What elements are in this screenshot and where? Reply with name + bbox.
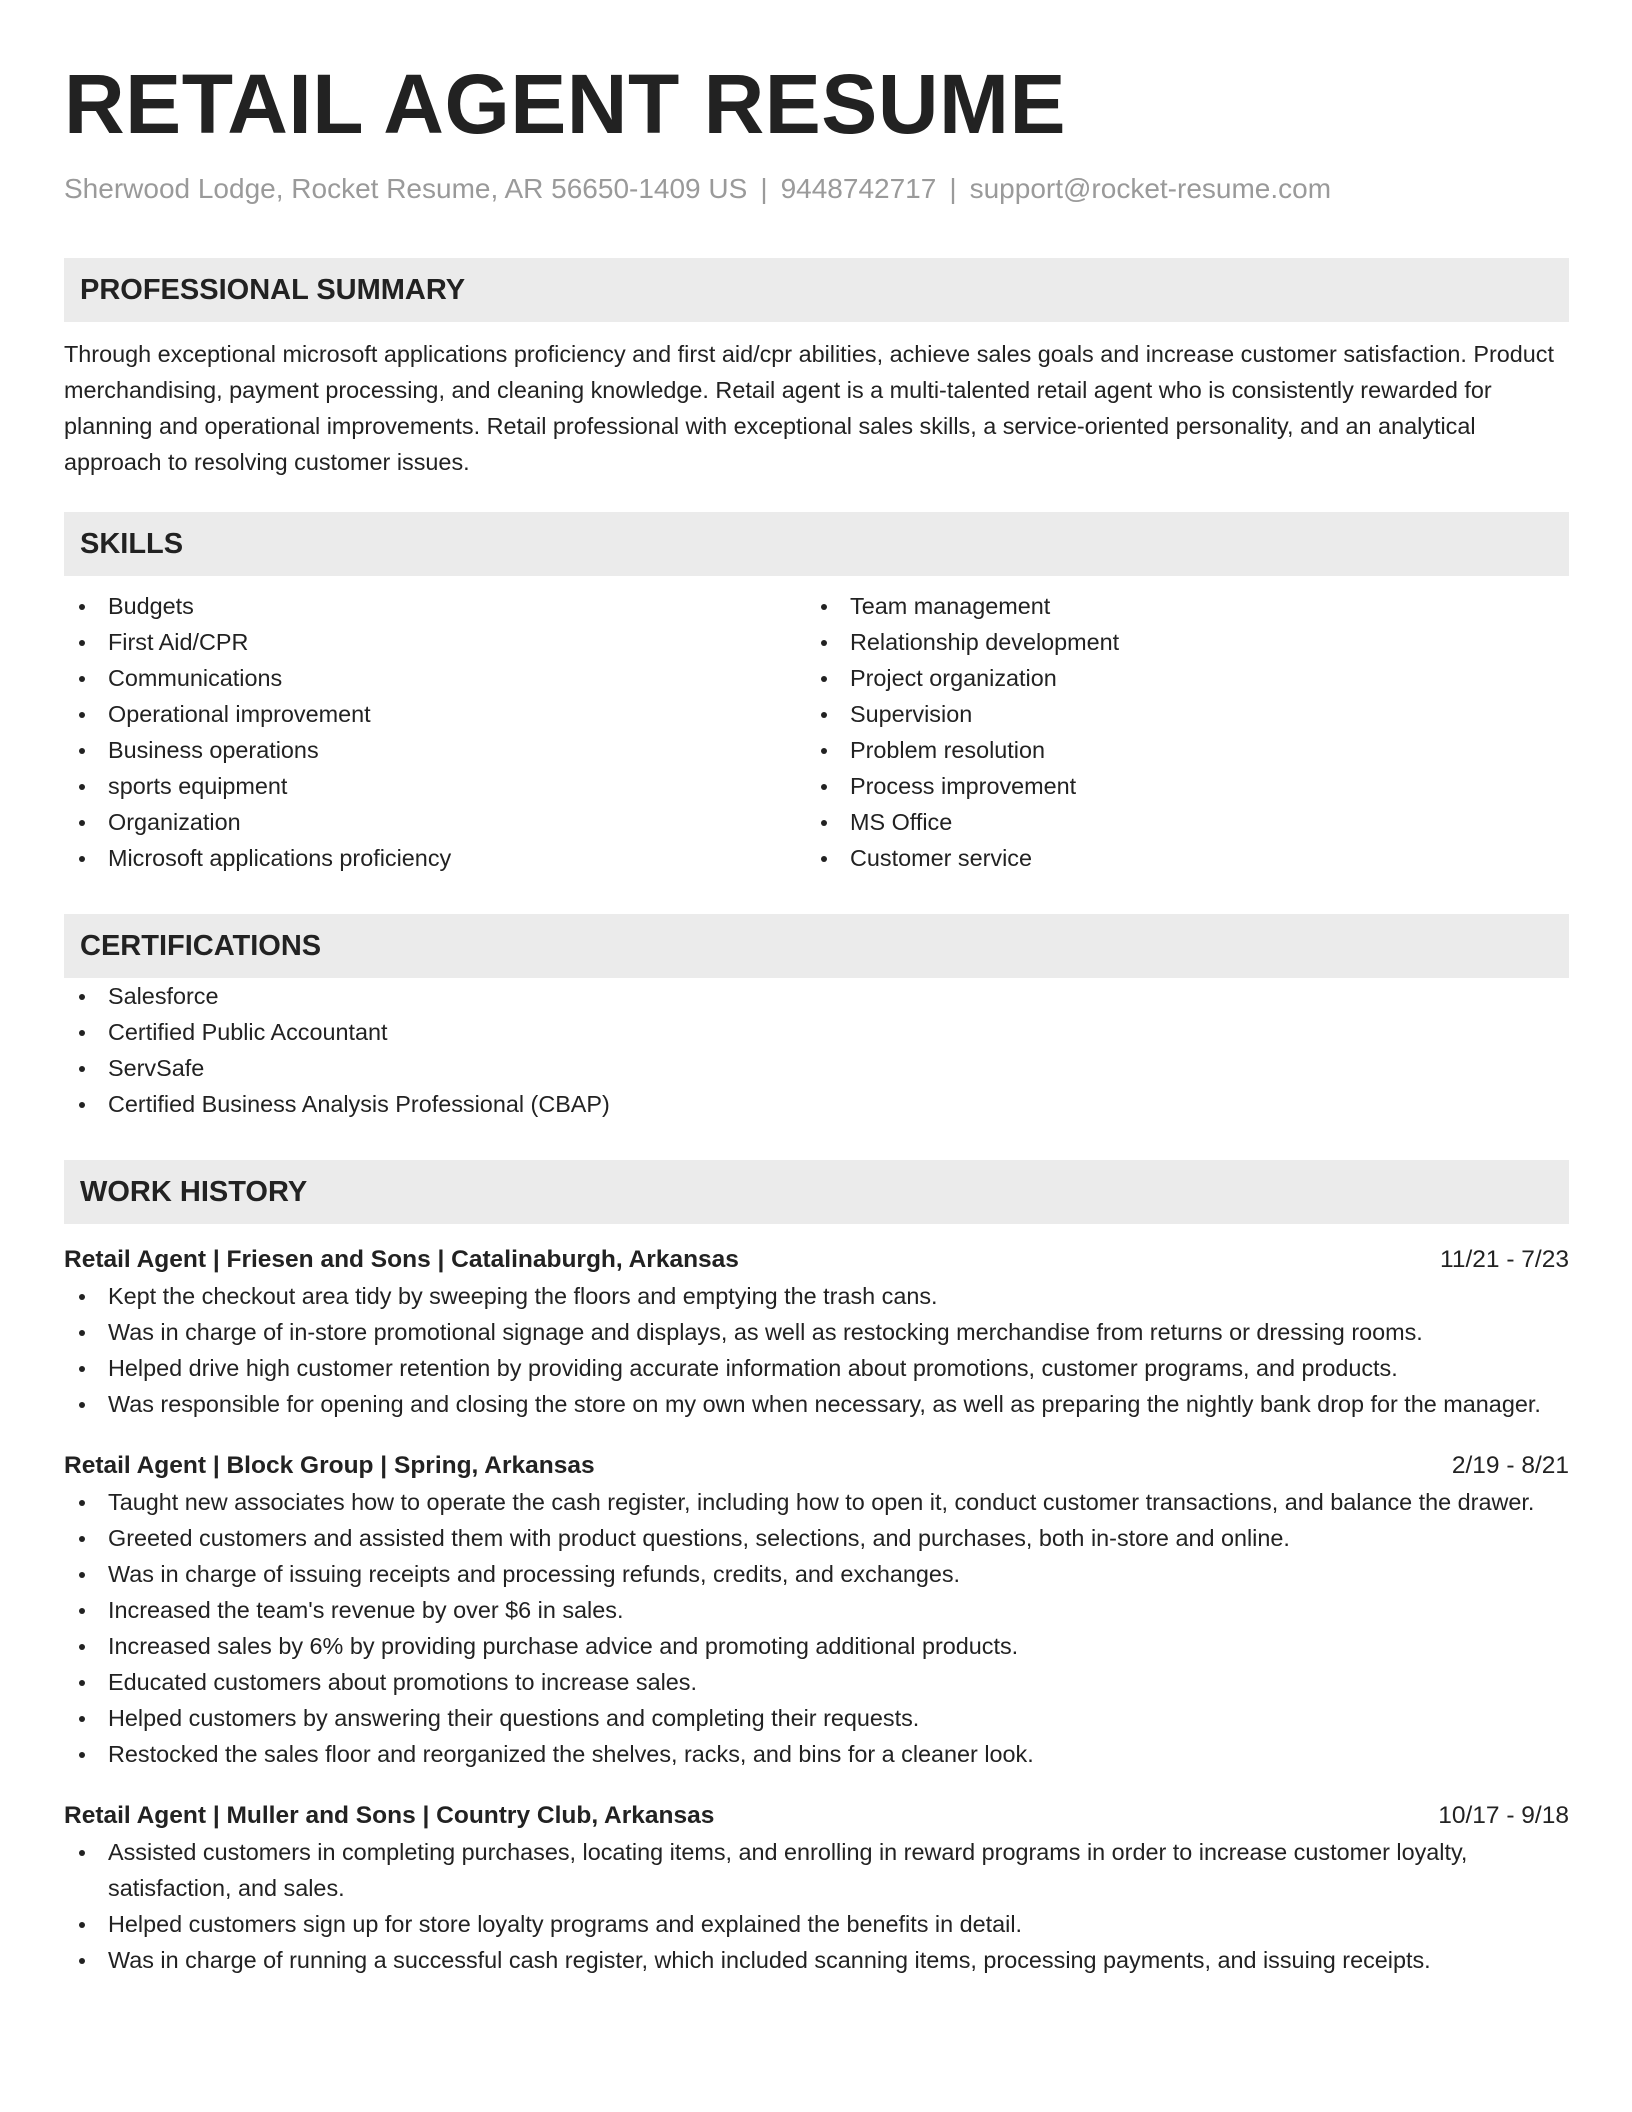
skill-item: Communications xyxy=(64,660,806,696)
job-bullet-list xyxy=(64,1278,1569,1422)
skill-item: Business operations xyxy=(64,732,806,768)
skill-item: Supervision xyxy=(806,696,1548,732)
job-entry xyxy=(64,1448,1569,1772)
job-bullet-list xyxy=(64,1484,1569,1772)
skill-item: Organization xyxy=(64,804,806,840)
job-bullet: Helped customers sign up for store loyalty programs and explained the benefits in detail. xyxy=(64,1906,1569,1942)
job-dates: 2/19 - 8/21 xyxy=(1451,1452,1569,1479)
section-header-certifications: CERTIFICATIONS xyxy=(64,914,1569,978)
job-bullet: Taught new associates how to operate the cash register, including how to open it, conduct customer transactions, and balance the drawer. xyxy=(64,1484,1569,1520)
job-bullet: Was in charge of issuing receipts and processing refunds, credits, and exchanges. xyxy=(64,1556,1569,1592)
skills-list-right xyxy=(806,588,1548,876)
skill-item: Operational improvement xyxy=(64,696,806,732)
job-bullet: Greeted customers and assisted them with product questions, selections, and purchases, both in-store and online. xyxy=(64,1520,1569,1556)
job-bullet: Was responsible for opening and closing the store on my own when necessary, as well as preparing the nightly bank drop for the manager. xyxy=(64,1386,1569,1422)
skill-item: Relationship development xyxy=(806,624,1548,660)
job-title: Retail Agent | Friesen and Sons | Catalinaburgh, Arkansas xyxy=(64,1246,739,1273)
skill-item: Problem resolution xyxy=(806,732,1548,768)
section-header-work-history: WORK HISTORY xyxy=(64,1160,1569,1224)
skill-item: First Aid/CPR xyxy=(64,624,806,660)
skill-item: Customer service xyxy=(806,840,1548,876)
skill-item: Project organization xyxy=(806,660,1548,696)
job-bullet: Helped customers by answering their questions and completing their requests. xyxy=(64,1700,1569,1736)
resume-title: RETAIL AGENT RESUME xyxy=(64,57,1066,151)
job-bullet: Educated customers about promotions to increase sales. xyxy=(64,1664,1569,1700)
job-bullet: Was in charge of running a successful cash register, which included scanning items, processing payments, and issuing receipts. xyxy=(64,1942,1569,1978)
contact-address: Sherwood Lodge, Rocket Resume, AR 56650-1409 US xyxy=(64,173,748,204)
skills-list-left xyxy=(64,588,806,876)
certification-item: Certified Business Analysis Professional (CBAP) xyxy=(64,1086,1569,1122)
job-bullet: Assisted customers in completing purchases, locating items, and enrolling in reward programs in order to increase customer loyalty, satisfaction, and sales. xyxy=(64,1834,1569,1906)
job-bullet: Increased sales by 6% by providing purchase advice and promoting additional products. xyxy=(64,1628,1569,1664)
contact-email: support@rocket-resume.com xyxy=(969,173,1332,204)
skill-item: Team management xyxy=(806,588,1548,624)
job-bullet: Helped drive high customer retention by providing accurate information about promotions, customer programs, and products. xyxy=(64,1350,1569,1386)
certification-item: Certified Public Accountant xyxy=(64,1014,1569,1050)
certification-item: Salesforce xyxy=(64,978,1569,1014)
job-header xyxy=(64,1242,1569,1278)
contact-line xyxy=(64,172,1569,206)
skills-grid xyxy=(64,588,1569,876)
section-header-summary: PROFESSIONAL SUMMARY xyxy=(64,258,1569,322)
skill-item: Budgets xyxy=(64,588,806,624)
work-history xyxy=(64,1242,1569,1978)
job-entry xyxy=(64,1242,1569,1422)
skill-item: Microsoft applications proficiency xyxy=(64,840,806,876)
job-header xyxy=(64,1798,1569,1834)
skill-item: Process improvement xyxy=(806,768,1548,804)
job-entry xyxy=(64,1798,1569,1978)
job-dates: 10/17 - 9/18 xyxy=(1438,1802,1569,1829)
job-dates: 11/21 - 7/23 xyxy=(1440,1246,1569,1273)
job-bullet: Increased the team's revenue by over $6 in sales. xyxy=(64,1592,1569,1628)
job-bullet-list xyxy=(64,1834,1569,1978)
skills-column-left xyxy=(64,588,806,876)
job-header xyxy=(64,1448,1569,1484)
skill-item: MS Office xyxy=(806,804,1548,840)
job-bullet: Was in charge of in-store promotional signage and displays, as well as restocking merchandise from returns or dressing rooms. xyxy=(64,1314,1569,1350)
contact-separator: | xyxy=(949,173,957,204)
skills-column-right xyxy=(806,588,1548,876)
contact-separator: | xyxy=(760,173,768,204)
job-bullet: Kept the checkout area tidy by sweeping the floors and emptying the trash cans. xyxy=(64,1278,1569,1314)
job-title: Retail Agent | Muller and Sons | Country Club, Arkansas xyxy=(64,1802,715,1829)
job-title: Retail Agent | Block Group | Spring, Arkansas xyxy=(64,1452,595,1479)
certification-item: ServSafe xyxy=(64,1050,1569,1086)
section-header-skills: SKILLS xyxy=(64,512,1569,576)
certifications-list xyxy=(64,978,1569,1122)
summary-text: Through exceptional microsoft applications proficiency and first aid/cpr abilities, achieve sales goals and increase customer satisfaction. Product merchandising, payment processing, and cleaning knowledge. Retail agent is a multi-talented retail agent who is consistently rewarded for planning and operational improvements. Retail professional with exceptional sales skills, a service-oriented personality, and an analytical approach to resolving customer issues. xyxy=(64,341,1554,475)
skill-item: sports equipment xyxy=(64,768,806,804)
contact-phone: 9448742717 xyxy=(780,173,937,204)
job-bullet: Restocked the sales floor and reorganized the shelves, racks, and bins for a cleaner look. xyxy=(64,1736,1569,1772)
